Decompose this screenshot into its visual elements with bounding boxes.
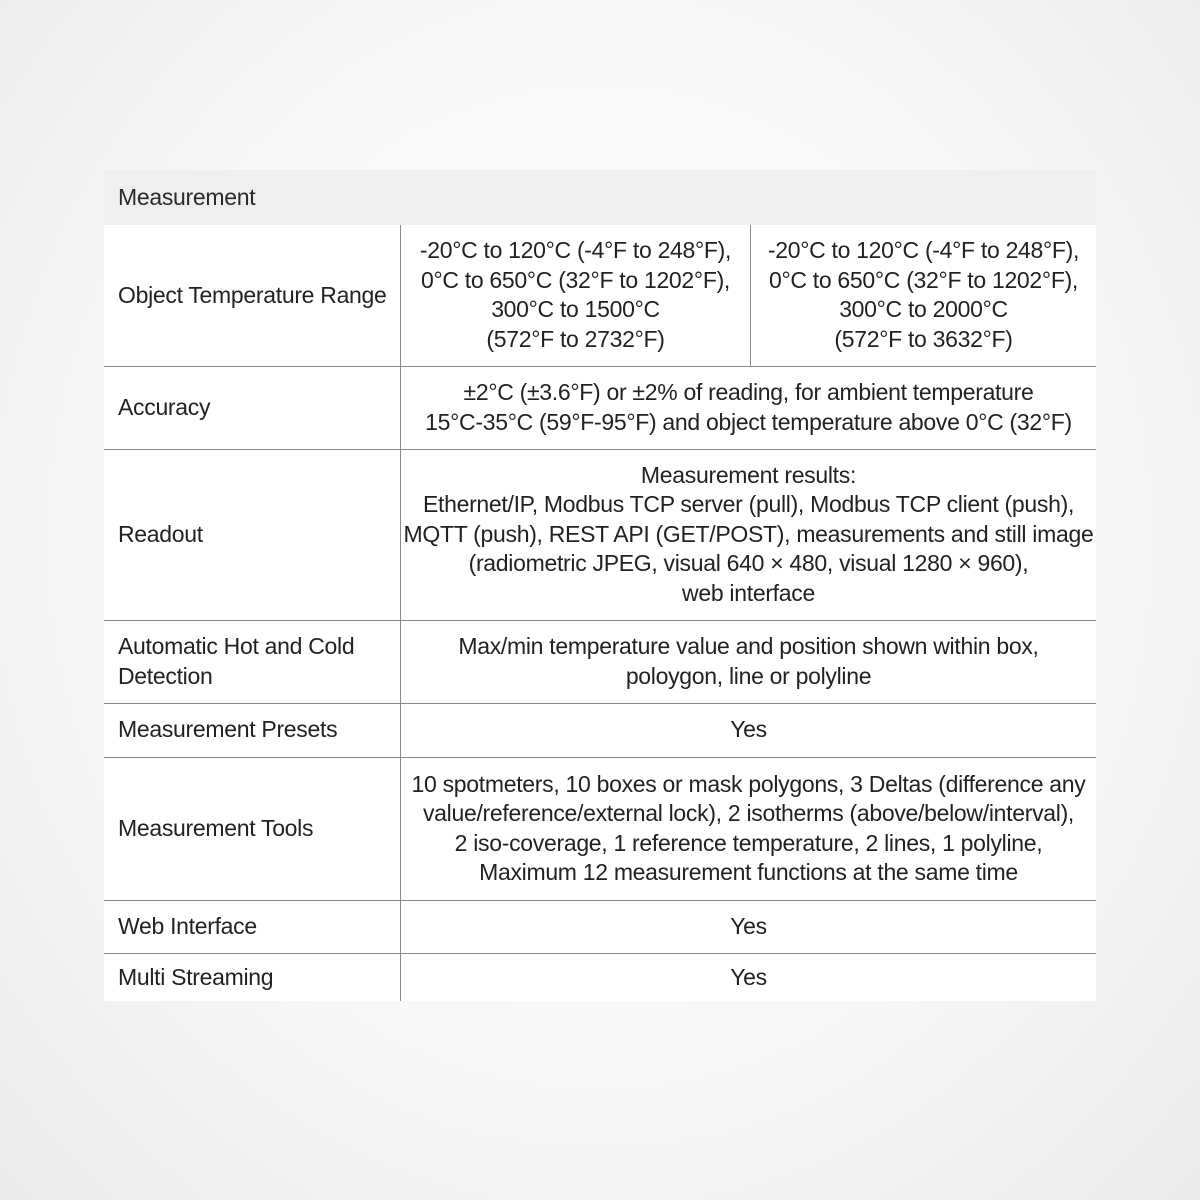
value-line: (572°F to 2732°F) (486, 325, 665, 352)
value-line: (radiometric JPEG, visual 640 × 480, visual 1280 × 960), (468, 550, 1029, 577)
label-line: Automatic Hot and Cold (118, 633, 355, 659)
value-line: Maximum 12 measurement functions at the same time (479, 859, 1018, 885)
value-line: web interface (682, 579, 815, 606)
row-value: Yes (401, 703, 1097, 757)
value-line: 0°C to 650°C (32°F to 1202°F), (768, 266, 1079, 293)
value-model-b (751, 225, 1097, 366)
table-row-measurement-tools (104, 757, 1096, 900)
value-line: 10 spotmeters, 10 boxes or mask polygons, 3 Deltas (difference any (411, 770, 1086, 797)
table-row-web-interface (104, 900, 1096, 953)
value-line: poloygon, line or polyline (625, 662, 872, 689)
row-value (401, 620, 1097, 703)
table-row-object-temperature-range (104, 225, 1096, 366)
row-label: Accuracy (104, 366, 401, 449)
measurement-spec-panel (104, 170, 1096, 1001)
row-value: Yes (730, 963, 767, 990)
table-row-measurement-presets (104, 703, 1096, 757)
value-line: 300°C to 2000°C (839, 296, 1008, 323)
value-line: 0°C to 650°C (32°F to 1202°F), (420, 266, 731, 293)
value-line: MQTT (push), REST API (GET/POST), measurements and still image (403, 520, 1094, 547)
row-value (401, 757, 1097, 900)
value-line: Measurement results: (640, 461, 857, 488)
value-line: Ethernet/IP, Modbus TCP server (pull), Modbus TCP client (push), (422, 491, 1075, 518)
row-value (401, 449, 1097, 620)
value-line: -20°C to 120°C (-4°F to 248°F), (767, 237, 1080, 264)
table-row-hot-cold-detection (104, 620, 1096, 703)
value-line: ±2°C (±3.6°F) or ±2% of reading, for ambient temperature (463, 379, 1034, 405)
table-row-accuracy (104, 366, 1096, 449)
section-title: Measurement (104, 170, 1096, 225)
value-line: 300°C to 1500°C (491, 296, 660, 323)
row-label (104, 620, 401, 703)
row-label: Multi Streaming (104, 953, 401, 1001)
row-label: Web Interface (104, 900, 401, 953)
value-line: (572°F to 3632°F) (834, 325, 1013, 352)
row-value (401, 366, 1097, 449)
row-label: Measurement Tools (104, 757, 401, 900)
row-label: Object Temperature Range (104, 225, 401, 366)
row-label: Readout (104, 449, 401, 620)
value-model-a (401, 225, 751, 366)
value-line: value/reference/external lock), 2 isotherms (above/below/interval), (422, 800, 1075, 826)
spec-table (104, 225, 1096, 1001)
table-row-readout (104, 449, 1096, 620)
row-value: Yes (401, 900, 1097, 953)
value-line: -20°C to 120°C (-4°F to 248°F), (419, 237, 732, 264)
value-line: 2 iso-coverage, 1 reference temperature, 2 lines, 1 polyline, (454, 829, 1043, 856)
value-line: 15°C-35°C (59°F-95°F) and object temperature above 0°C (32°F) (425, 408, 1072, 435)
value-line: Max/min temperature value and position shown within box, (458, 633, 1039, 659)
label-line: Detection (118, 662, 213, 689)
table-row-multi-streaming (104, 953, 1096, 1001)
row-label: Measurement Presets (104, 703, 401, 757)
